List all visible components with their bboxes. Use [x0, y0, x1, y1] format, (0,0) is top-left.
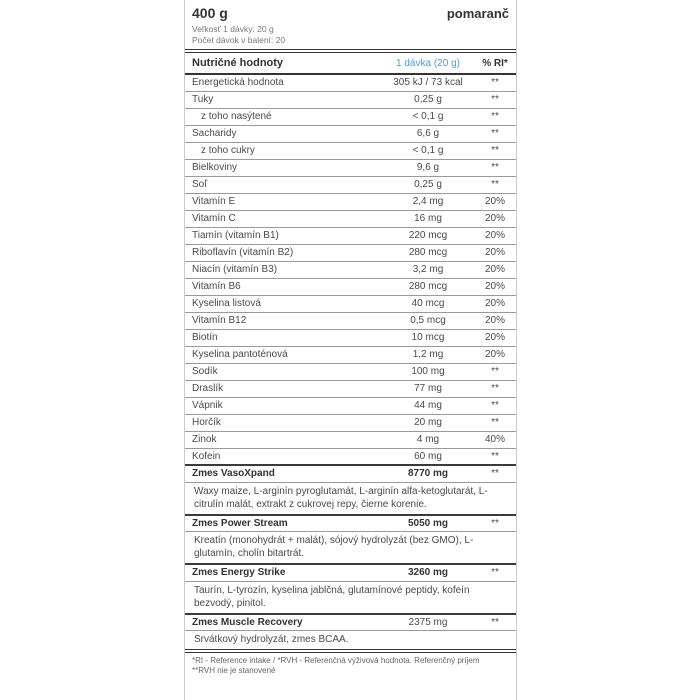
- nutrient-row: [185, 193, 517, 210]
- footnote-rvh: **RVH nie je stanovené: [192, 666, 276, 675]
- nutrient-value: 2,4 mg: [384, 193, 472, 210]
- nutrient-name: Biotín: [185, 329, 384, 346]
- nutrient-row: [185, 91, 517, 108]
- nutrient-ri: 20%: [472, 346, 517, 363]
- nutrient-ri: 20%: [472, 295, 517, 312]
- nutrient-value: 0,25 g: [384, 91, 472, 108]
- nutrient-value: 20 mg: [384, 414, 472, 431]
- nutrient-name: Vitamín B6: [185, 278, 384, 295]
- blend-ri: **: [472, 614, 517, 631]
- nutrient-name: Niacín (vitamín B3): [185, 261, 384, 278]
- nutrient-row: [185, 346, 517, 363]
- nutrient-name: Tiamín (vitamín B1): [185, 227, 384, 244]
- nutrient-ri: 20%: [472, 227, 517, 244]
- nutrient-row: [185, 397, 517, 414]
- nutrient-ri: **: [472, 363, 517, 380]
- blend-name: Zmes Energy Strike: [185, 564, 384, 581]
- blend-name: Zmes Power Stream: [185, 515, 384, 532]
- nutrient-ri: 20%: [472, 244, 517, 261]
- nutrient-row: [185, 74, 517, 91]
- blend-ingredients-row: [185, 631, 517, 650]
- blend-value: 5050 mg: [384, 515, 472, 532]
- nutrient-value: 6,6 g: [384, 125, 472, 142]
- nutrient-row: [185, 380, 517, 397]
- nutrient-row: [185, 431, 517, 448]
- nutrient-value: 77 mg: [384, 380, 472, 397]
- nutrient-name: Zinok: [185, 431, 384, 448]
- nutrient-ri: 20%: [472, 261, 517, 278]
- nutrient-value: 60 mg: [384, 448, 472, 465]
- nutrient-value: 9,6 g: [384, 159, 472, 176]
- nutrient-name: Bielkoviny: [185, 159, 384, 176]
- label-intro: [185, 0, 516, 53]
- blend-header-row: [185, 465, 517, 482]
- nutrient-value: 280 mcg: [384, 244, 472, 261]
- nutrient-name: Draslík: [185, 380, 384, 397]
- nutrient-ri: **: [472, 448, 517, 465]
- nutrient-ri: 20%: [472, 329, 517, 346]
- nutrient-value: < 0,1 g: [384, 108, 472, 125]
- nutrient-value: 40 mcg: [384, 295, 472, 312]
- nutrient-name: Vitamín C: [185, 210, 384, 227]
- nutrient-ri: **: [472, 397, 517, 414]
- nutrient-name: Soľ: [185, 176, 384, 193]
- nutrient-row: [185, 244, 517, 261]
- nutrient-name: Sodík: [185, 363, 384, 380]
- nutrient-row: [185, 159, 517, 176]
- nutrient-name: z toho nasýtené: [185, 108, 384, 125]
- nutrient-row: [185, 312, 517, 329]
- nutrient-ri: 20%: [472, 278, 517, 295]
- nutrient-ri: 40%: [472, 431, 517, 448]
- nutrient-ri: **: [472, 414, 517, 431]
- intro-top-row: [192, 5, 509, 21]
- blend-header-row: [185, 515, 517, 532]
- footnote-ri: *RI - Reference intake / *RVH - Referenčná výživová hodnota. Referenčný príjem: [192, 656, 480, 665]
- blend-header-row: [185, 564, 517, 581]
- nutrition-table-head: [185, 53, 517, 74]
- nutrient-value: 0,5 mcg: [384, 312, 472, 329]
- nutrient-row: [185, 142, 517, 159]
- nutrient-ri: **: [472, 108, 517, 125]
- nutrient-value: 280 mcg: [384, 278, 472, 295]
- blend-value: 8770 mg: [384, 465, 472, 482]
- nutrient-name: Vápnik: [185, 397, 384, 414]
- blend-name: Zmes VasoXpand: [185, 465, 384, 482]
- blend-ri: **: [472, 564, 517, 581]
- nutrition-table: [185, 53, 517, 649]
- nutrient-name: Sacharidy: [185, 125, 384, 142]
- column-header-serving: 1 dávka (20 g): [384, 53, 472, 74]
- nutrient-name: Kyselina listová: [185, 295, 384, 312]
- nutrient-row: [185, 295, 517, 312]
- blend-ingredients: Kreatín (monohydrát + malát), sójový hydrolyzát (bez GMO), L-glutamín, cholín bitartrát.: [185, 532, 517, 565]
- nutrient-row: [185, 227, 517, 244]
- blend-ingredients: Taurín, L-tyrozín, kyselina jablčná, glutamínové peptidy, kofeín bezvodý, pinitol.: [185, 581, 517, 614]
- column-header-ri: % RI*: [472, 53, 517, 74]
- nutrient-value: 44 mg: [384, 397, 472, 414]
- nutrient-row: [185, 261, 517, 278]
- blend-ingredients-row: [185, 482, 517, 515]
- nutrient-name: z toho cukry: [185, 142, 384, 159]
- nutrient-name: Vitamín B12: [185, 312, 384, 329]
- nutrient-ri: 20%: [472, 312, 517, 329]
- nutrition-label-panel: [184, 0, 517, 700]
- nutrient-ri: 20%: [472, 193, 517, 210]
- nutrient-name: Kyselina pantoténová: [185, 346, 384, 363]
- blend-value: 2375 mg: [384, 614, 472, 631]
- servings-per-pack-text: Počet dávok v balení: 20: [192, 35, 286, 45]
- nutrient-value: 4 mg: [384, 431, 472, 448]
- package-weight: 400 g: [192, 5, 228, 21]
- nutrient-value: 100 mg: [384, 363, 472, 380]
- blend-ri: **: [472, 515, 517, 532]
- nutrition-rows: [185, 74, 517, 649]
- column-header-nutrients: Nutričné hodnoty: [185, 53, 384, 74]
- footnotes: [185, 649, 516, 679]
- nutrient-row: [185, 329, 517, 346]
- nutrient-row: [185, 125, 517, 142]
- nutrient-value: 305 kJ / 73 kcal: [384, 74, 472, 91]
- nutrient-name: Kofein: [185, 448, 384, 465]
- nutrient-ri: **: [472, 380, 517, 397]
- nutrient-ri: **: [472, 159, 517, 176]
- nutrient-row: [185, 210, 517, 227]
- nutrient-row: [185, 448, 517, 465]
- nutrient-value: < 0,1 g: [384, 142, 472, 159]
- nutrient-ri: **: [472, 176, 517, 193]
- blend-ingredients-row: [185, 581, 517, 614]
- flavor-name: pomaranč: [446, 6, 509, 21]
- nutrient-value: 220 mcg: [384, 227, 472, 244]
- nutrient-value: 3,2 mg: [384, 261, 472, 278]
- blend-ingredients: Srvátkový hydrolyzát, zmes BCAA.: [194, 634, 349, 645]
- nutrient-row: [185, 363, 517, 380]
- blend-name: Zmes Muscle Recovery: [185, 614, 384, 631]
- nutrient-value: 1,2 mg: [384, 346, 472, 363]
- nutrient-ri: **: [472, 125, 517, 142]
- nutrient-value: 0,25 g: [384, 176, 472, 193]
- nutrient-name: Tuky: [185, 91, 384, 108]
- nutrient-ri: **: [472, 74, 517, 91]
- blend-header-row: [185, 614, 517, 631]
- nutrient-name: Riboflavín (vitamín B2): [185, 244, 384, 261]
- nutrient-ri: **: [472, 91, 517, 108]
- blend-value: 3260 mg: [384, 564, 472, 581]
- serving-size-text: Veľkosť 1 dávky: 20 g: [192, 24, 274, 34]
- nutrient-ri: 20%: [472, 210, 517, 227]
- nutrient-name: Vitamín E: [185, 193, 384, 210]
- nutrition-header-row: [185, 53, 517, 74]
- nutrient-row: [185, 108, 517, 125]
- blend-ri: **: [472, 465, 517, 482]
- nutrient-name: Energetická hodnota: [185, 74, 384, 91]
- blend-ingredients-row: [185, 532, 517, 565]
- blend-ingredients: Waxy maize, L-arginín pyroglutamát, L-arginín alfa-ketoglutarát, L-citrulín malát, extrakt z cukrovej repy, čierne korenie.: [185, 482, 517, 515]
- nutrient-row: [185, 176, 517, 193]
- nutrient-value: 16 mg: [384, 210, 472, 227]
- nutrient-value: 10 mcg: [384, 329, 472, 346]
- nutrient-name: Horčík: [185, 414, 384, 431]
- nutrient-row: [185, 278, 517, 295]
- nutrient-row: [185, 414, 517, 431]
- nutrient-ri: **: [472, 142, 517, 159]
